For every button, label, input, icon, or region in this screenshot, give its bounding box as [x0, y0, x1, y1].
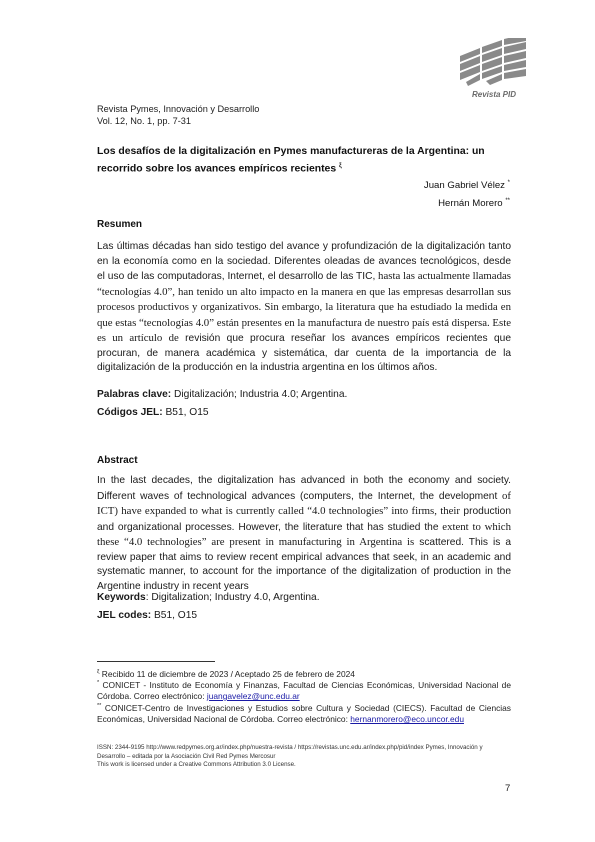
author-1: [424, 180, 510, 191]
footnote-1-mark: ξ: [97, 669, 100, 675]
resumen-heading: Resumen: [97, 219, 143, 230]
jel-codes-value: B51, O15: [151, 610, 198, 621]
resumen-part-3: revisión que procura reseñar los avances empíricos recientes que procuran, de manera académica y sistemática, dar cuenta de la importancia de la digitalización de la producción en la industria argentina en los últimos años.: [97, 333, 511, 373]
jel-codes: [97, 610, 197, 621]
abstract-body: [97, 474, 511, 594]
abstract-part-1: In the last decades, the digitalization has advanced in both the economy and society. Different waves of technological advances (computers, the Internet, the development: [97, 475, 511, 502]
abstract-part-4: extent to which these “4.0 technologies” are present in manufacturing in Argentina is: [97, 520, 511, 548]
author-1-mark: *: [507, 180, 510, 186]
author-1-name: Juan Gabriel Vélez: [423, 180, 505, 192]
author-2-mark: **: [505, 198, 510, 204]
page-number: 7: [505, 783, 511, 794]
resumen-body: [97, 240, 511, 376]
abstract-part-5: scattered. This is a review paper that aims to review recent empirical advances that seek, in an academic and systematic manner, to account for the importance of the digitalization of production in the Argentine industry in recent years: [97, 537, 511, 592]
abstract-part-2: of ICT) have expanded to what is currently called “4.0 technologies” into firms, their: [97, 489, 511, 517]
author-1-email-link[interactable]: juangavelez@unc.edu.ar: [206, 691, 300, 701]
abstract-part-3: production and organizational processes. However, the literature that has studied the: [97, 506, 512, 533]
journal-info: [97, 103, 259, 127]
keywords-label: Keywords: [97, 592, 146, 603]
footnote-3-text: CONICET-Centro de Investigaciones y Estudios sobre Cultura y Sociedad (CIECS). Facultad de Ciencias Económicas, Universidad Nacional de Córdoba. Correo electrónico:: [97, 702, 511, 724]
logo-graphic-icon: [456, 38, 532, 90]
footnote-2-mark: *: [97, 680, 100, 686]
journal-volume: Vol. 12, No. 1, pp. 7-31: [97, 116, 191, 126]
license-line: This work is licensed under a Creative Commons Attribution 3.0 License.: [97, 761, 296, 768]
footnote-author-2: [97, 701, 511, 725]
footnote-3-mark: **: [97, 703, 102, 709]
issn-line: ISSN: 2344-9195 http://www.redpymes.org.ar/index.php/nuestra-revista / https://revistas.unc.edu.ar/index.php/pid/index Pymes, Innovación y Desarrollo – editada por la Asociación Civil Red Pymes Mercosur: [97, 744, 483, 760]
palabras-clave-value: Digitalización; Industria 4.0; Argentina.: [171, 389, 348, 400]
logo-text: Revista PID: [471, 90, 517, 99]
article-title: [97, 145, 512, 176]
journal-logo: [456, 38, 532, 100]
resumen-part-1: Las últimas décadas han sido testigo del avance y profundización de la digitalización tanto en la economía como en la sociedad. Diferentes oleadas de avances tecnológicos, desde el uso de las computadoras, Internet, el desarrollo de las TIC,: [97, 241, 511, 282]
codigos-jel-value: B51, O15: [162, 407, 209, 418]
issn-license-block: [97, 744, 511, 770]
journal-name: Revista Pymes, Innovación y Desarrollo: [97, 104, 260, 114]
author-2-name: Hernán Morero: [438, 198, 503, 210]
footnote-divider: [97, 661, 215, 662]
palabras-clave: [97, 389, 347, 400]
palabras-clave-label: Palabras clave:: [97, 389, 172, 400]
footnote-1-text: Recibido 11 de diciembre de 2023 / Aceptado 25 de febrero de 2024: [99, 668, 355, 679]
abstract-heading: Abstract: [97, 455, 138, 466]
jel-codes-label: JEL codes:: [97, 610, 152, 621]
footnote-author-1: [97, 678, 511, 702]
article-title-text: Los desafíos de la digitalización en Pymes manufactureras de la Argentina: un recorrido sobre los avances empíricos recientes: [97, 146, 485, 175]
footnote-2-text: CONICET - Instituto de Economía y Finanzas, Facultad de Ciencias Económicas, Universidad Nacional de Córdoba. Correo electrónico:: [97, 679, 511, 701]
title-footnote-mark: ξ: [339, 163, 342, 169]
codigos-jel: [97, 407, 209, 418]
author-2: [438, 198, 510, 209]
keywords-value: : Digitalization; Industry 4.0, Argentina.: [145, 592, 320, 603]
resumen-part-2: hasta las actualmente llamadas “tecnologías 4.0”, han tenido un alto impacto en la manera en que las empresas desarrollan sus procesos productivos y organizativos. Sin embargo, la literatura que ha estudiado la medida en que estas “tecnologías 4.0” están presentes en la manufactura de nuestro país está dispersa. Este es un artículo de: [97, 270, 511, 344]
keywords: [97, 592, 320, 603]
author-2-email-link[interactable]: hernanmorero@eco.uncor.edu: [350, 714, 464, 724]
codigos-jel-label: Códigos JEL:: [97, 407, 163, 418]
